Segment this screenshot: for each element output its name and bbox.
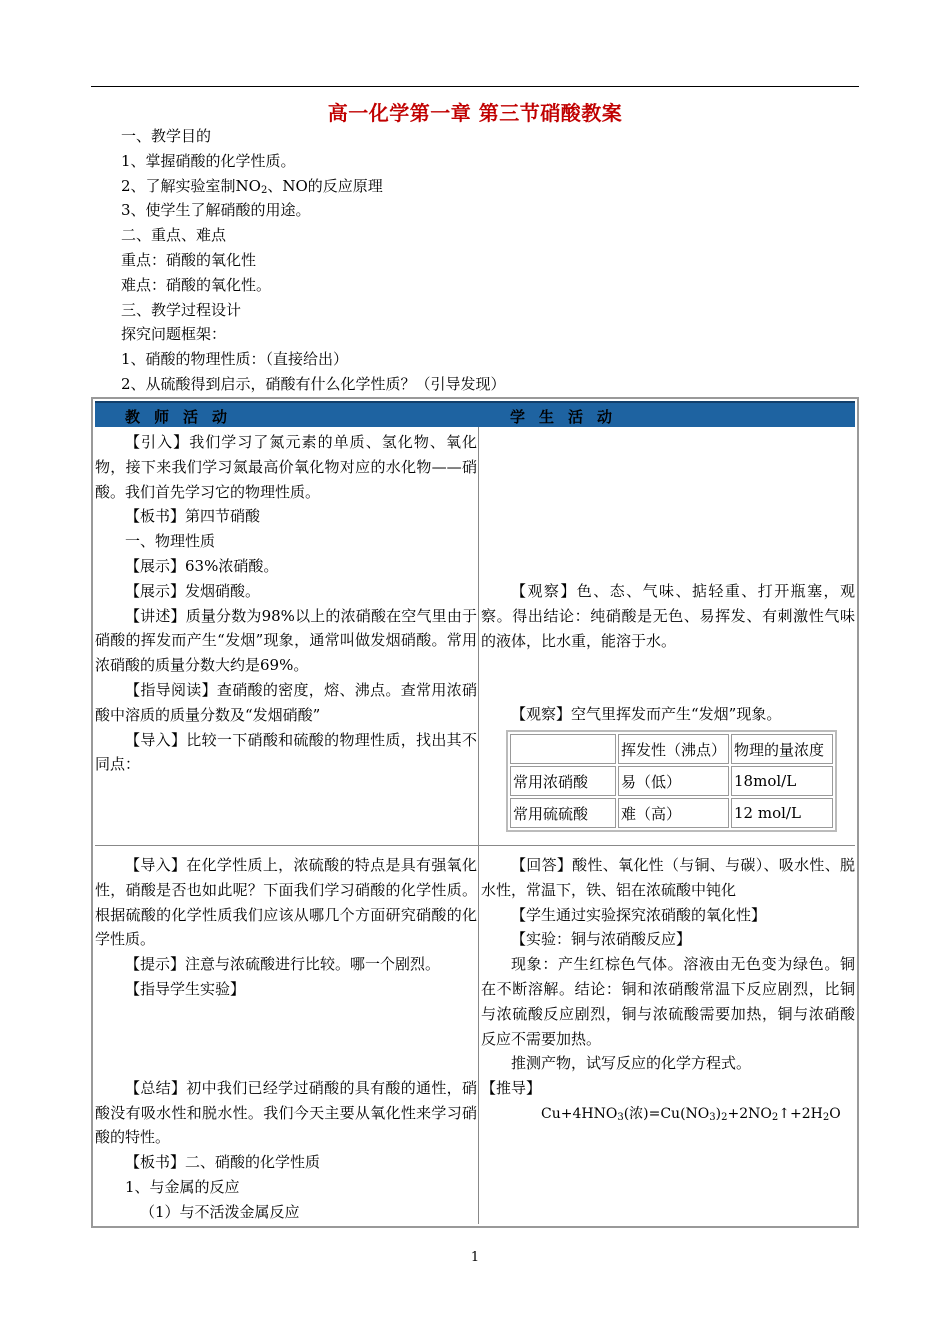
row-divider	[95, 845, 855, 846]
row2-student-cell	[481, 853, 855, 1101]
text-paragraph: 推测产物，试写反应的化学方程式。	[511, 1054, 752, 1073]
text-paragraph: 【导入】比较一下硝酸和硫酸的物理性质，找出其不同点：	[95, 730, 477, 774]
table-cell: 挥发性（沸点）	[618, 734, 729, 764]
table-cell: 常用浓硝酸	[510, 766, 616, 796]
text-paragraph: 【回答】酸性、氧化性（与铜、与碳）、吸水性、脱水性，常温下，铁、铝在浓硫酸中钝化	[481, 856, 855, 899]
student-column-header: 学生活动	[510, 408, 627, 426]
text-paragraph: 现象：产生红棕色气体。溶液由无色变为绿色。铜在不断溶解。结论：铜和浓硝酸常温下反应剧烈，比铜与浓硫酸反应剧烈，铜与浓硫酸需要加热，铜与浓硝酸反应不需要加热。	[481, 955, 855, 1048]
text-paragraph: 【提示】注意与浓硫酸进行比较。哪一个剧烈。	[125, 955, 441, 974]
table-cell: 易（低）	[618, 766, 729, 796]
text-paragraph: 一、物理性质	[125, 532, 216, 551]
intro-line: 难点：硝酸的氧化性。	[121, 275, 272, 294]
intro-line: 一、教学目的	[121, 127, 212, 145]
intro-line: 探究问题框架：	[121, 325, 227, 344]
teacher-column-header: 教师活动	[125, 408, 242, 426]
row2-teacher-cell	[95, 853, 477, 1225]
intro-line: 三、教学过程设计	[121, 300, 242, 319]
text-paragraph: 【观察】色、态、气味、掂轻重、打开瓶塞，观察。得出结论：纯硝酸是无色、易挥发、有刺激性气味的液体，比水重，能溶于水。	[481, 582, 855, 650]
text-paragraph: 【实验：铜与浓硝酸反应】	[511, 930, 692, 949]
intro-line: 3、使学生了解硝酸的用途。	[121, 201, 311, 220]
text-paragraph: 【展示】63%浓硝酸。	[125, 556, 279, 575]
text-paragraph: 【展示】发烟硝酸。	[125, 581, 261, 600]
intro-line: 1、掌握硝酸的化学性质。	[121, 151, 296, 170]
text-paragraph: 【指导阅读】查硝酸的密度，熔、沸点。查常用浓硝酸中溶质的质量分数及“发烟硝酸”	[95, 680, 477, 724]
table-cell: 物理的量浓度	[731, 734, 833, 764]
column-divider	[478, 427, 479, 1224]
row1-teacher-cell	[95, 430, 477, 777]
intro-line: 重点：硝酸的氧化性	[121, 250, 257, 269]
table-cell: 难（高）	[618, 798, 729, 828]
text-paragraph: 【观察】空气里挥发而产生“发烟”现象。	[511, 705, 782, 724]
table-header	[95, 401, 855, 427]
text-paragraph: 【指导学生实验】	[125, 979, 246, 998]
intro-line: 2、了解实验室制$NO_2$、NO的反应原理	[121, 176, 383, 196]
intro-line: 二、重点、难点	[121, 226, 227, 245]
text-paragraph: （1）与不活泼金属反应	[140, 1202, 300, 1221]
text-paragraph: 【学生通过实验探究浓硝酸的氧化性】	[511, 905, 767, 924]
intro-line: 2、从硫酸得到启示，硝酸有什么化学性质？（引导发现）	[121, 374, 506, 393]
chemical-equation: $Cu+4HNO_3$(浓)$=Cu(NO_3)_2+2NO_2↑+2H_2O$	[541, 1106, 841, 1123]
table-row	[510, 734, 833, 764]
row1-student-cell	[481, 579, 855, 727]
table-row	[510, 798, 833, 828]
text-paragraph: 【引入】我们学习了氮元素的单质、氢化物、氧化物，接下来我们学习氮最高价氧化物对应的水化物——硝酸。我们首先学习它的物理性质。	[95, 433, 477, 501]
text-paragraph: 【讲述】质量分数为98%以上的浓硝酸在空气里由于硝酸的挥发而产生“发烟”现象，通常叫做发烟硝酸。常用浓硝酸的质量分数大约是69%。	[95, 606, 477, 675]
text-paragraph: 【板书】二、硝酸的化学性质	[125, 1153, 321, 1172]
text-paragraph: 【总结】初中我们已经学过硝酸的具有酸的通性，硝酸没有吸水性和脱水性。我们今天主要从氧化性来学习硝酸的特性。	[95, 1078, 477, 1147]
text-paragraph: 【推导】	[481, 1079, 542, 1098]
comparison-table	[506, 730, 837, 832]
page-number: 1	[470, 1250, 480, 1265]
table-cell: 12 mol/L	[731, 798, 833, 828]
intro-line: 1、硝酸的物理性质：（直接给出）	[121, 350, 349, 369]
text-paragraph: 1、与金属的反应	[125, 1177, 240, 1196]
table-cell: 常用硫硫酸	[510, 798, 616, 828]
table-row	[510, 766, 833, 796]
table-cell	[510, 734, 616, 764]
text-paragraph: 【导入】在化学性质上，浓硫酸的特点是具有强氧化性，硝酸是否也如此呢？下面我们学习硝酸的化学性质。根据硫酸的化学性质我们应该从哪几个方面研究硝酸的化学性质。	[95, 856, 477, 949]
page-title: 高一化学第一章 第三节硝酸教案	[327, 101, 623, 125]
table-cell: 18mol/L	[731, 766, 833, 796]
text-paragraph: 【板书】第四节硝酸	[125, 507, 261, 526]
top-rule	[91, 86, 859, 87]
intro-section	[121, 124, 506, 397]
